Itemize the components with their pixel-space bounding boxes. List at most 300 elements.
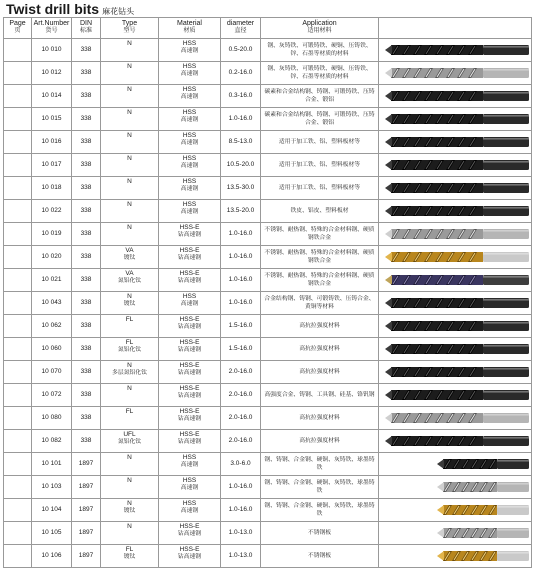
din-cell: 338 [72,200,101,223]
material-cell [159,108,221,131]
diameter-cell: 0.3-16.0 [221,85,261,108]
drill-catalog-table [3,17,532,568]
table-row [4,62,532,85]
type-cell [101,177,159,200]
type-code: N [127,293,132,300]
din-cell: 338 [72,384,101,407]
type-code: N [127,155,132,162]
drill-bit-icon [379,108,532,130]
type-cell [101,108,159,131]
table-row [4,200,532,223]
table-row [4,223,532,246]
material-code: HSS [182,454,197,461]
page-cell [4,200,32,223]
art-number-cell: 10 104 [32,499,72,522]
material-cn: 钴高速钢 [177,415,202,422]
din-cell: 338 [72,154,101,177]
type-coating: 镀钛 [123,254,136,261]
drill-image-cell [379,499,532,522]
material-cell [159,177,221,200]
diameter-cell: 1.0-16.0 [221,223,261,246]
table-row [4,246,532,269]
page-cell [4,177,32,200]
type-code: FL [125,339,134,346]
application-cell: 高强度合金、铸钢、工具钢、硅基、铬钒钢 [261,384,379,407]
diameter-cell: 2.0-16.0 [221,384,261,407]
material-cn: 高速钢 [180,461,199,468]
type-code: N [127,201,132,208]
drill-bit-icon [379,545,532,567]
type-code: N [127,86,132,93]
material-cn: 高速钢 [180,47,199,54]
material-cn: 高速钢 [180,185,199,192]
type-cell [101,522,159,545]
din-cell: 338 [72,407,101,430]
material-cn: 高速钢 [180,507,199,514]
header-page: Page 页 [4,18,32,39]
art-number-cell: 10 017 [32,154,72,177]
drill-bit-icon [379,223,532,245]
material-cell [159,361,221,384]
material-cn: 高速钢 [180,93,199,100]
drill-image-cell [379,39,532,62]
diameter-cell: 1.0-16.0 [221,108,261,131]
type-cell [101,269,159,292]
material-cn: 高速钢 [180,300,199,307]
page-cell [4,476,32,499]
material-code: HSS-E [179,224,200,231]
type-code: N [127,362,132,369]
material-cell [159,85,221,108]
art-number-cell: 10 021 [32,269,72,292]
type-coating: 氮铝化钛 [117,438,142,445]
drill-image-cell [379,315,532,338]
application-cell: 不锈钢板 [261,522,379,545]
page-cell [4,154,32,177]
table-row [4,453,532,476]
drill-bit-icon [379,292,532,314]
material-cn: 钴高速钢 [177,346,202,353]
art-number-cell: 10 018 [32,177,72,200]
application-cell: 钢、铸钢、合金钢、硬铜、灰铸铁、球墨铸铁 [261,499,379,522]
diameter-cell: 2.0-16.0 [221,430,261,453]
art-number-cell: 10 101 [32,453,72,476]
art-number-cell: 10 015 [32,108,72,131]
material-cn: 高速钢 [180,162,199,169]
application-cell: 高抗拉强度材料 [261,338,379,361]
din-cell: 338 [72,85,101,108]
type-code: FL [125,316,134,323]
material-cn: 钴高速钢 [177,530,202,537]
material-code: HSS-E [179,546,200,553]
type-cell [101,292,159,315]
diameter-cell: 10.5-20.0 [221,154,261,177]
application-cell: 合金结构钢、铸钢、可锻铸铁、压铸合金、黄铜等材料 [261,292,379,315]
diameter-cell: 1.0-16.0 [221,269,261,292]
art-number-cell: 10 062 [32,315,72,338]
diameter-cell: 1.5-16.0 [221,338,261,361]
material-cn: 高速钢 [180,116,199,123]
page-title-cn: 麻花钻头 [102,7,135,16]
din-cell: 338 [72,246,101,269]
drill-bit-icon [379,361,532,383]
drill-bit-icon [379,131,532,153]
material-code: HSS-E [179,247,200,254]
application-cell: 高抗拉强度材料 [261,361,379,384]
drill-bit-icon [379,269,532,291]
diameter-cell: 1.0-16.0 [221,246,261,269]
type-cell [101,384,159,407]
header-image [379,18,532,39]
art-number-cell: 10 105 [32,522,72,545]
page-cell [4,453,32,476]
din-cell: 338 [72,292,101,315]
drill-bit-icon [379,200,532,222]
page-cell [4,108,32,131]
material-cell [159,62,221,85]
drill-image-cell [379,292,532,315]
material-cn: 高速钢 [180,208,199,215]
type-code: N [127,477,132,484]
type-cell [101,407,159,430]
table-row [4,499,532,522]
material-cell [159,154,221,177]
table-row [4,315,532,338]
table-row [4,522,532,545]
material-cn: 钴高速钢 [177,392,202,399]
page-cell [4,545,32,568]
type-code: N [127,500,132,507]
table-row [4,545,532,568]
material-cell [159,476,221,499]
page-cell [4,522,32,545]
page-cell [4,407,32,430]
drill-image-cell [379,177,532,200]
material-cell [159,522,221,545]
type-coating: 多层氮铝化钛 [112,369,147,376]
drill-image-cell [379,545,532,568]
table-body [4,39,532,568]
type-code: N [127,224,132,231]
application-cell: 不锈钢板 [261,545,379,568]
material-cn: 钴高速钢 [177,369,202,376]
drill-bit-icon [379,476,532,498]
art-number-cell: 10 012 [32,62,72,85]
material-cn: 高速钢 [180,484,199,491]
diameter-cell: 1.0-13.0 [221,545,261,568]
application-cell: 不锈钢、耐热钢、特殊的合金材料钢、硬质钢铁合金 [261,246,379,269]
drill-image-cell [379,85,532,108]
diameter-cell: 2.0-16.0 [221,361,261,384]
drill-image-cell [379,522,532,545]
drill-image-cell [379,407,532,430]
diameter-cell: 1.0-16.0 [221,292,261,315]
material-cell [159,269,221,292]
drill-image-cell [379,269,532,292]
art-number-cell: 10 022 [32,200,72,223]
material-code: HSS [182,109,197,116]
type-cell [101,430,159,453]
material-cn: 高速钢 [180,70,199,77]
drill-bit-icon [379,154,532,176]
drill-bit-icon [379,499,532,521]
table-row [4,269,532,292]
material-cn: 钴高速钢 [177,254,202,261]
table-header-row [4,18,532,39]
application-cell: 高抗拉强度材料 [261,315,379,338]
diameter-cell: 8.5-13.0 [221,131,261,154]
type-coating: 镀钛 [123,507,136,514]
drill-bit-icon [379,338,532,360]
type-code: N [127,40,132,47]
table-row [4,39,532,62]
drill-image-cell [379,200,532,223]
page-cell [4,315,32,338]
material-cell [159,292,221,315]
type-cell [101,62,159,85]
diameter-cell: 0.2-16.0 [221,62,261,85]
page-cell [4,223,32,246]
material-code: HSS [182,477,197,484]
material-code: HSS-E [179,385,200,392]
type-cell [101,315,159,338]
din-cell: 1897 [72,545,101,568]
drill-bit-icon [379,315,532,337]
diameter-cell: 1.0-13.0 [221,522,261,545]
drill-bit-icon [379,177,532,199]
table-row [4,430,532,453]
drill-bit-icon [379,246,532,268]
application-cell: 钢、铸钢、合金钢、硬铜、灰铸铁、球墨铸铁 [261,476,379,499]
type-code: N [127,523,132,530]
type-code: FL [125,408,134,415]
type-cell [101,499,159,522]
application-cell: 不锈钢、耐热钢、特殊的合金材料钢、硬质钢铁合金 [261,269,379,292]
material-code: HSS-E [179,362,200,369]
type-code: N [127,109,132,116]
drill-image-cell [379,62,532,85]
page-cell [4,39,32,62]
page-title [6,1,134,17]
application-cell: 钢、铸钢、合金钢、硬铜、灰铸铁、球墨铸铁 [261,453,379,476]
material-cell [159,407,221,430]
type-cell [101,200,159,223]
drill-image-cell [379,338,532,361]
application-cell: 钢、灰铸铁、可锻铸铁、硬铜、压铸铁、锌、石墨等材质的材料 [261,62,379,85]
art-number-cell: 10 043 [32,292,72,315]
drill-image-cell [379,453,532,476]
diameter-cell: 2.0-16.0 [221,407,261,430]
din-cell: 1897 [72,522,101,545]
din-cell: 1897 [72,476,101,499]
material-cell [159,499,221,522]
material-cn: 钴高速钢 [177,438,202,445]
diameter-cell: 3.0-6.0 [221,453,261,476]
page-cell [4,62,32,85]
art-number-cell: 10 060 [32,338,72,361]
material-code: HSS [182,155,197,162]
diameter-cell: 13.5-30.0 [221,177,261,200]
material-code: HSS [182,178,197,185]
type-cell [101,154,159,177]
material-cell [159,200,221,223]
material-code: HSS [182,132,197,139]
type-cell [101,39,159,62]
diameter-cell: 1.5-16.0 [221,315,261,338]
header-material: Material 材质 [159,18,221,39]
art-number-cell: 10 020 [32,246,72,269]
art-number-cell: 10 070 [32,361,72,384]
application-cell: 适用于加工铁、铝、塑料板材等 [261,131,379,154]
art-number-cell: 10 080 [32,407,72,430]
type-cell [101,361,159,384]
page-cell [4,269,32,292]
material-cn: 钴高速钢 [177,553,202,560]
page-cell [4,338,32,361]
type-code: N [127,132,132,139]
type-cell [101,85,159,108]
application-cell: 铁皮、铝皮、塑料板材 [261,200,379,223]
art-number-cell: 10 014 [32,85,72,108]
type-code: N [127,63,132,70]
type-code: N [127,454,132,461]
diameter-cell: 13.5-20.0 [221,200,261,223]
header-art-number: Art.Number 货号 [32,18,72,39]
drill-image-cell [379,154,532,177]
art-number-cell: 10 010 [32,39,72,62]
art-number-cell: 10 019 [32,223,72,246]
application-cell: 适用于加工铁、铝、塑料板材等 [261,154,379,177]
material-code: HSS-E [179,408,200,415]
material-code: HSS-E [179,523,200,530]
page-cell [4,499,32,522]
type-cell [101,338,159,361]
din-cell: 338 [72,361,101,384]
type-code: N [127,385,132,392]
drill-bit-icon [379,384,532,406]
application-cell: 高抗拉强度材料 [261,430,379,453]
table-row [4,476,532,499]
din-cell: 1897 [72,499,101,522]
type-coating: 氮铝化钛 [117,277,142,284]
material-cell [159,453,221,476]
application-cell: 碳素和合金结构钢、铸钢、可锻铸铁、压铸合金、锻铝 [261,108,379,131]
header-type: Type 型号 [101,18,159,39]
art-number-cell: 10 103 [32,476,72,499]
type-cell [101,246,159,269]
drill-bit-icon [379,85,532,107]
din-cell: 338 [72,39,101,62]
material-cell [159,545,221,568]
din-cell: 338 [72,108,101,131]
drill-bit-icon [379,430,532,452]
drill-image-cell [379,131,532,154]
application-cell: 高抗拉强度材料 [261,407,379,430]
material-code: HSS [182,293,197,300]
diameter-cell: 0.5-20.0 [221,39,261,62]
type-cell [101,453,159,476]
material-cell [159,131,221,154]
page-title-en: Twist drill bits [6,1,100,17]
table-row [4,384,532,407]
table-row [4,407,532,430]
art-number-cell: 10 082 [32,430,72,453]
din-cell: 338 [72,269,101,292]
table-row [4,361,532,384]
header-diameter: diameter 直径 [221,18,261,39]
type-cell [101,223,159,246]
material-cn: 钴高速钢 [177,277,202,284]
material-code: HSS-E [179,316,200,323]
material-cell [159,430,221,453]
material-cell [159,39,221,62]
drill-bit-icon [379,453,532,475]
drill-image-cell [379,476,532,499]
din-cell: 338 [72,62,101,85]
material-cell [159,315,221,338]
diameter-cell: 1.0-16.0 [221,499,261,522]
header-application: Application 适用材料 [261,18,379,39]
application-cell: 适用于加工铁、铝、塑料板材等 [261,177,379,200]
material-cell [159,246,221,269]
page-cell [4,384,32,407]
material-cell [159,338,221,361]
material-code: HSS [182,63,197,70]
material-code: HSS [182,40,197,47]
table-row [4,108,532,131]
page-cell [4,246,32,269]
material-code: HSS [182,86,197,93]
drill-bit-icon [379,62,532,84]
type-coating: 镀钛 [123,553,136,560]
material-code: HSS [182,500,197,507]
din-cell: 338 [72,131,101,154]
type-coating: 镀钛 [123,300,136,307]
type-code: UFL [123,431,136,438]
table-row [4,338,532,361]
table-row [4,131,532,154]
material-code: HSS-E [179,270,200,277]
drill-bit-icon [379,522,532,544]
din-cell: 338 [72,223,101,246]
drill-image-cell [379,246,532,269]
table-row [4,85,532,108]
din-cell: 338 [72,177,101,200]
type-cell [101,131,159,154]
art-number-cell: 10 016 [32,131,72,154]
din-cell: 338 [72,338,101,361]
material-cn: 钴高速钢 [177,231,202,238]
art-number-cell: 10 072 [32,384,72,407]
page-cell [4,361,32,384]
application-cell: 不锈钢、耐热钢、特殊的合金材料钢、硬质钢铁合金 [261,223,379,246]
header-din: DIN 标准 [72,18,101,39]
table-row [4,292,532,315]
drill-bit-icon [379,39,532,61]
page-cell [4,85,32,108]
material-code: HSS-E [179,339,200,346]
drill-bit-icon [379,407,532,429]
material-cell [159,223,221,246]
type-cell [101,476,159,499]
page-cell [4,430,32,453]
application-cell: 碳素和合金结构钢、铸钢、可锻铸铁、压铸合金、锻铝 [261,85,379,108]
table-row [4,154,532,177]
type-code: VA [125,247,134,254]
material-cell [159,384,221,407]
art-number-cell: 10 106 [32,545,72,568]
drill-image-cell [379,384,532,407]
